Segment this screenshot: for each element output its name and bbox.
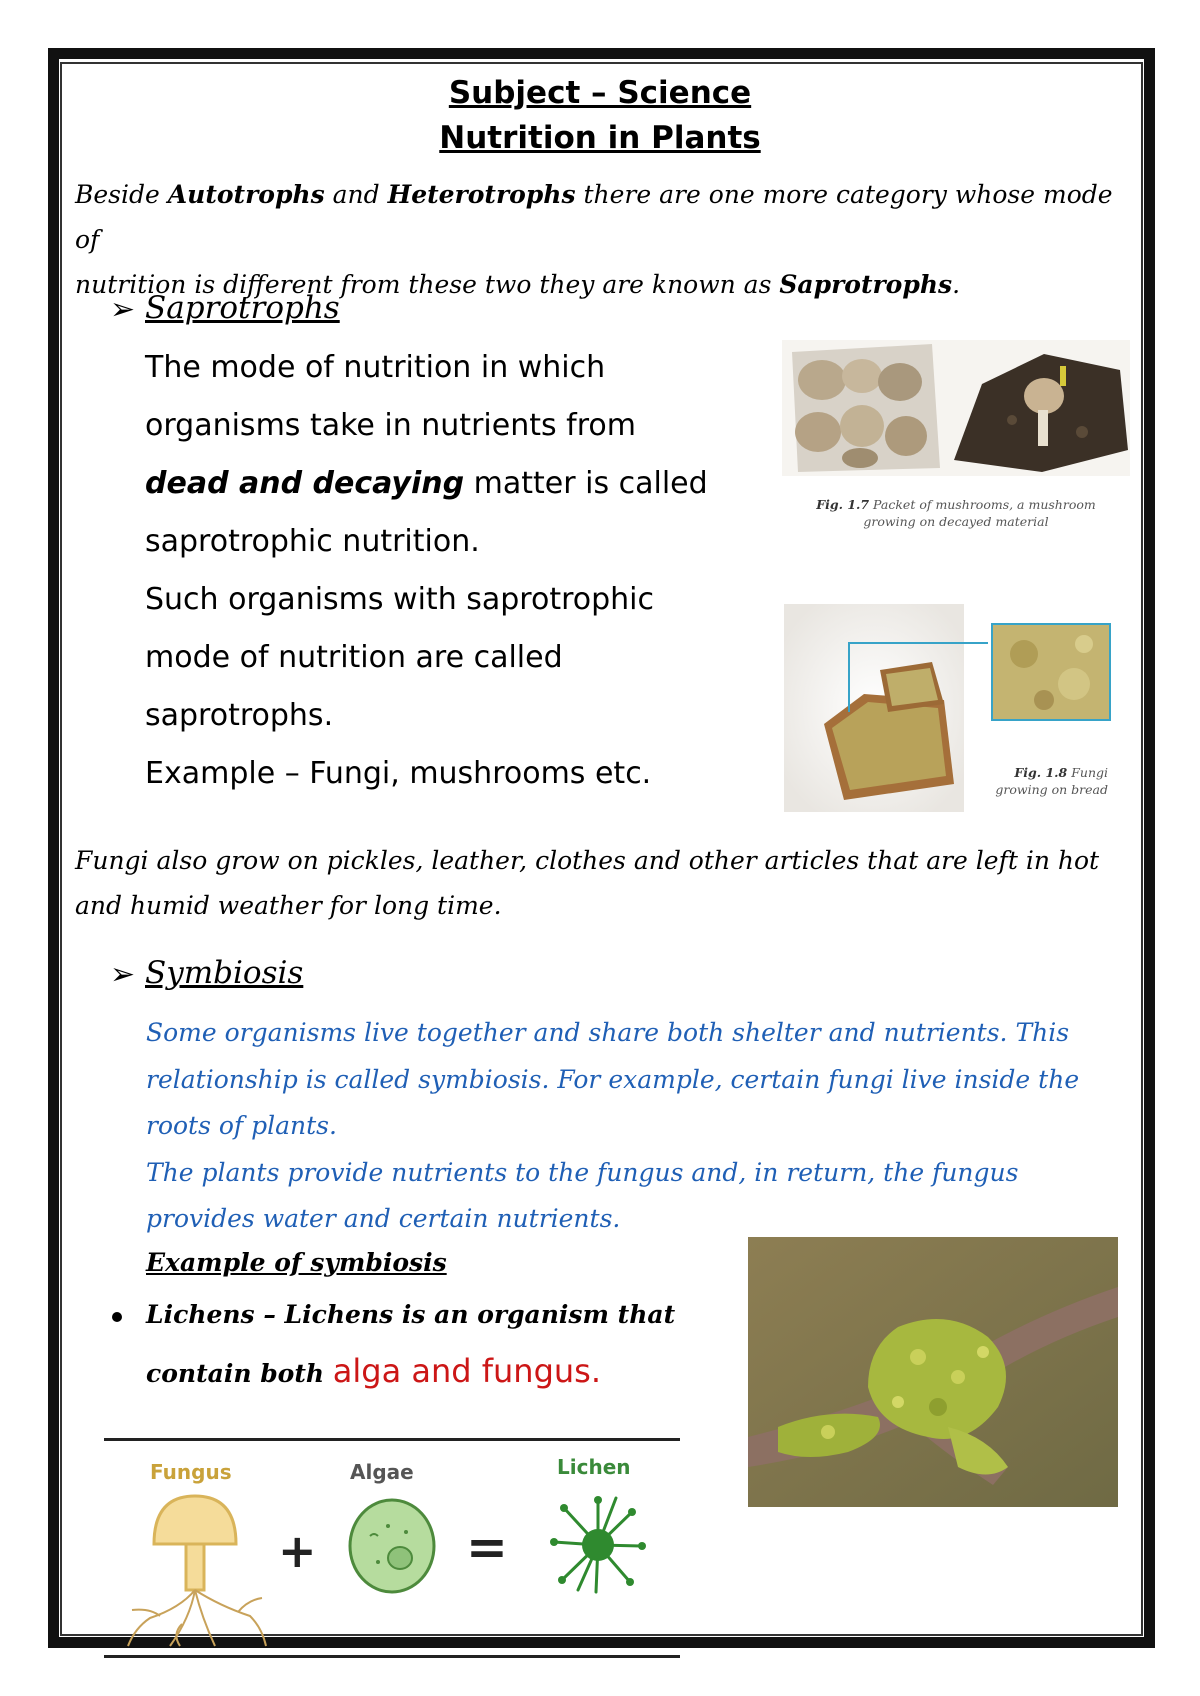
arrow-bullet-icon: ➢ (110, 957, 136, 992)
fungi-note: Fungi also grow on pickles, leather, clothes and other articles that are left in hot and humid weather for long time. (75, 846, 1100, 920)
fig-1-7-caption: Fig. 1.7 Packet of mushrooms, a mushroom growing on decayed material (816, 497, 1096, 529)
autotrophs-term: Autotrophs (167, 180, 325, 209)
lichens-line-2: contain both alga and fungus. (146, 1352, 602, 1390)
saprotrophs-term: Saprotrophs (779, 270, 953, 299)
lichens-line-1: Lichens – Lichens is an organism that (146, 1300, 676, 1329)
fungus-icon (120, 1488, 270, 1648)
plus-sign: + (278, 1524, 317, 1578)
symbiosis-paragraph: Some organisms live together and share both shelter and nutrients. This relationship is called symbiosis. For example, certain fungi live inside the roots of plants. The plants provide nutrients to the fungus and, in return, the fungus provides water and certain nutrients. (146, 1018, 1080, 1233)
lichen-icon (548, 1490, 648, 1600)
diagram-bottom-line (104, 1655, 680, 1658)
symbiosis-title: Symbiosis (145, 955, 304, 991)
lichen-photo (748, 1237, 1118, 1507)
algae-label: Algae (350, 1460, 414, 1484)
lichen-label: Lichen (557, 1455, 631, 1479)
fungus-label: Fungus (150, 1460, 232, 1484)
diagram-top-line (104, 1438, 680, 1441)
sapro-line-6: mode of nutrition are called (145, 640, 563, 675)
intro-paragraph: Beside Autotrophs and Heterotrophs there are one more category whose mode of nutrition is different from these two they are known as Saprotrophs. (75, 180, 1113, 299)
mushroom-photo (782, 340, 1130, 476)
equals-sign: = (466, 1518, 508, 1576)
sapro-line-8: Example – Fungi, mushrooms etc. (145, 756, 652, 791)
fig-1-8-caption: Fig. 1.8 Fungi growing on bread (995, 765, 1108, 797)
heterotrophs-term: Heterotrophs (387, 180, 576, 209)
sapro-line-7: saprotrophs. (145, 698, 334, 733)
sapro-line-4: saprotrophic nutrition. (145, 524, 480, 559)
sapro-line-1: The mode of nutrition in which (145, 350, 606, 385)
sapro-line-3: dead and decaying matter is called (145, 466, 708, 501)
alga-fungus-highlight: alga and fungus. (332, 1352, 602, 1390)
bullet-dot-icon (112, 1312, 122, 1322)
page-title: Nutrition in Plants (439, 120, 761, 156)
dead-decaying-emphasis: dead and decaying (145, 466, 465, 501)
algae-icon (344, 1496, 440, 1596)
sapro-line-5: Such organisms with saprotrophic (145, 582, 655, 617)
example-heading: Example of symbiosis (146, 1248, 447, 1277)
arrow-bullet-icon: ➢ (110, 292, 136, 327)
sapro-line-2: organisms take in nutrients from (145, 408, 636, 443)
subject-heading: Subject – Science (448, 75, 752, 111)
saprotrophs-title: Saprotrophs (145, 290, 340, 326)
